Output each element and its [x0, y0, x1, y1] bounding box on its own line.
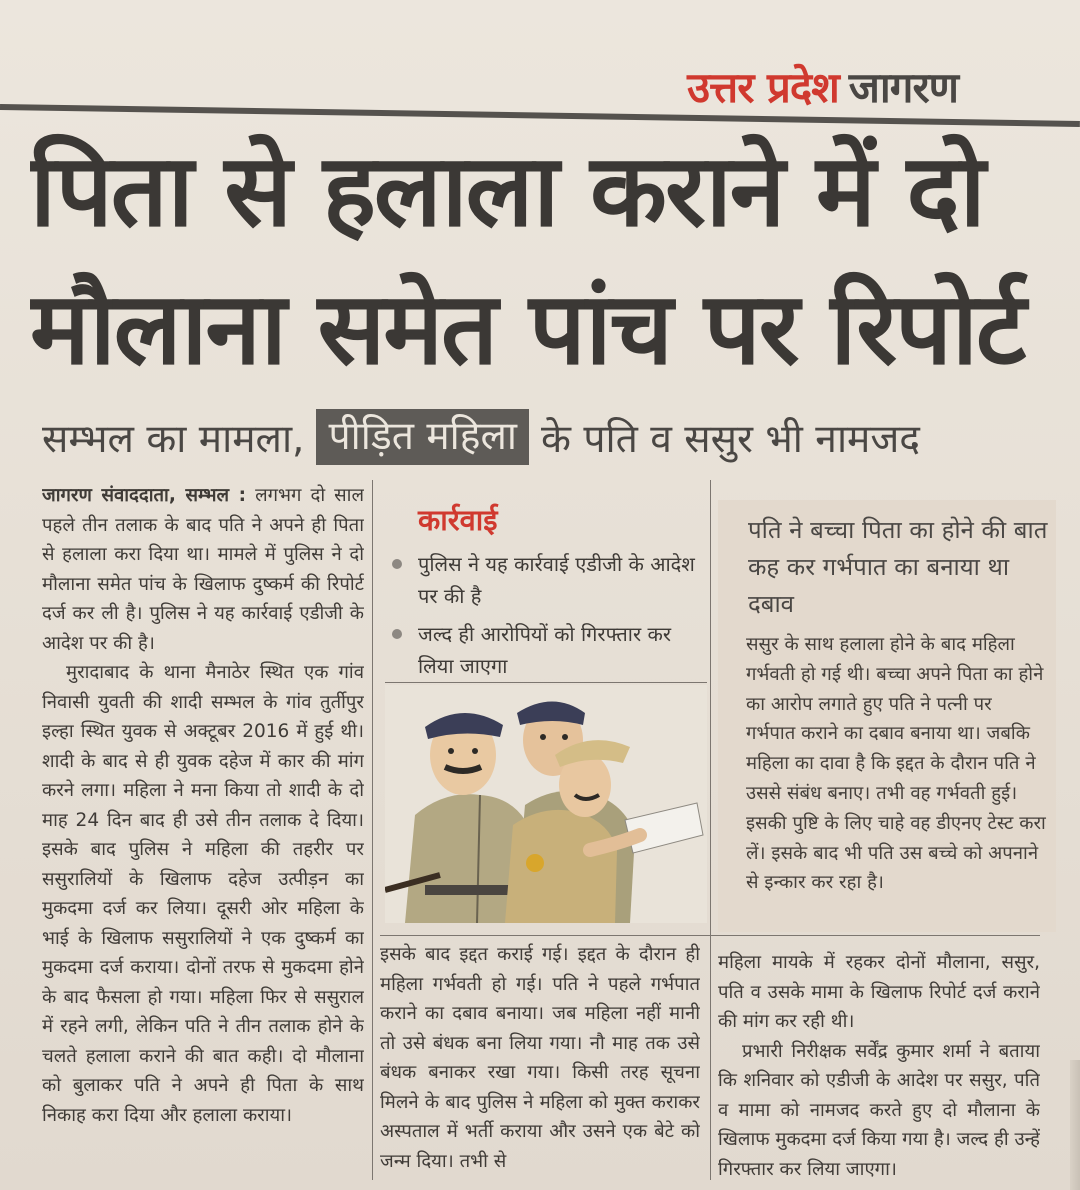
story-paragraph-4: महिला मायके में रहकर दोनों मौलाना, ससुर, पति व उसके मामा के खिलाफ रिपोर्ट दर्ज कराने की मांग कर रही थी। — [718, 952, 1040, 1032]
subheadline — [42, 407, 1072, 467]
story-paragraph-2: मुरादाबाद के थाना मैनाठेर स्थित एक गांव निवासी युवती की शादी सम्भल के गांव तुर्तीपुर इल्हा स्थित युवक से अक्टूबर 2016 में हुई थी। शादी के बाद से ही युवक दहेज में कार की मांग करने लगा। महिला ने मना किया तो शादी के दो माह 24 दिन बाद ही उसे तीन तलाक दे दिया। इसके बाद पुलिस ने महिला की तहरीर पर ससुरालियों के खिलाफ दहेज उत्पीड़न का मुकदमा दर्ज कर लिया। दूसरी ओर महिला के भाई के खिलाफ ससुरालियों ने एक दुष्कर्म का मुकदमा दर्ज कराया। दोनों तरफ से मुकदमा होने के बाद फैसला हो गया। महिला फिर से ससुराल में रहने लगी, लेकिन पति ने तीन तलाक होने के चलते हलाला कराने की बात कही। दो मौलाना को बुलाकर पति ने अपने ही पिता के साथ निकाह करा दिया और हलाला कराया। — [42, 662, 364, 1126]
police-illustration-svg — [385, 685, 707, 923]
story-lead — [42, 481, 364, 658]
sidebar-box — [718, 500, 1056, 932]
headline-line-2: मौलाना समेत पांच पर रिपोर्ट — [30, 270, 1025, 387]
subhead-before: सम्भल का मामला, — [42, 416, 305, 462]
action-kicker: कार्रवाई — [418, 503, 498, 537]
lower-rule — [380, 935, 1040, 936]
headline — [30, 122, 1075, 398]
story-paragraph-1: लगभग दो साल पहले तीन तलाक के बाद पति ने अपने ही पिता से हलाला करा दिया था। मामले में पुलिस ने दो मौलाना समेत पांच के खिलाफ दुष्कर्म की रिपोर्ट दर्ज कर ली है। पुलिस ने यह कार्रवाई एडीजी के आदेश पर की है। — [42, 485, 364, 654]
column-divider-1 — [372, 480, 373, 1180]
masthead-brand: जागरण — [848, 63, 958, 112]
masthead — [687, 58, 958, 115]
subhead-highlight: पीड़ित महिला — [316, 409, 529, 465]
story-paragraph-3: इसके बाद इद्दत कराई गई। इद्दत के दौरान ही महिला गर्भवती हो गई। पति ने पहले गर्भपात कराने का दबाव बनाया। जब महिला नहीं मानी तो उसे बंधक बना लिया गया। नौ माह तक उसे बंधक बनाकर रखा गया। किसी तरह सूचना मिलने के बाद पुलिस ने महिला को मुक्त कराकर अस्पताल में भर्ती कराया और उसने एक बेटे को जन्म दिया। तभी से — [380, 944, 700, 1172]
action-bullet-2: जल्द ही आरोपियों को गिरफ्तार कर लिया जाएगा — [392, 618, 710, 682]
headline-line-1: पिता से हलाला कराने में दो — [30, 132, 984, 249]
sidebar-headline: पति ने बच्चा पिता का होने की बात कह कर गर्भपात का बनाया था दबाव — [748, 516, 1048, 618]
story-column-1 — [42, 481, 364, 1171]
column-divider-2 — [710, 480, 711, 1180]
story-column-3 — [718, 948, 1040, 1183]
police-officers-illustration — [385, 685, 707, 923]
action-bullet-1: पुलिस ने यह कार्रवाई एडीजी के आदेश पर की है — [392, 548, 710, 612]
dateline: जागरण संवाददाता, सम्भल : — [42, 485, 247, 506]
masthead-region: उत्तर प्रदेश — [687, 63, 839, 112]
sidebar-body: ससुर के साथ हलाला होने के बाद महिला गर्भवती हो गई थी। बच्चा अपने पिता का होने का आरोप लगाते हुए पति ने पत्नी पर गर्भपात कराने का दबाव बनाया था। जबकि महिला का दावा है कि इद्दत के दौरान पति ने उससे संबंध बनाए। तभी वह गर्भवती हुई। इसकी पुष्टि के लिए चाहे वह डीएनए टेस्ट करा लें। इसके बाद भी पति उस बच्चे को अपनाने से इन्कार कर रहा है। — [746, 634, 1046, 894]
box-rule — [385, 682, 707, 683]
story-paragraph-5: प्रभारी निरीक्षक सर्वेंद्र कुमार शर्मा ने बताया कि शनिवार को एडीजी के आदेश पर ससुर, पति व मामा को नामजद करते हुए दो मौलाना के खिलाफ मुकदमा दर्ज किया गया है। जल्द ही उन्हें गिरफ्तार कर लिया जाएगा। — [718, 1040, 1040, 1180]
action-bullets — [392, 548, 710, 688]
page-edge — [1070, 1060, 1080, 1190]
story-column-2 — [380, 940, 700, 1180]
subhead-after: के पति व ससुर भी नामजद — [541, 416, 921, 462]
